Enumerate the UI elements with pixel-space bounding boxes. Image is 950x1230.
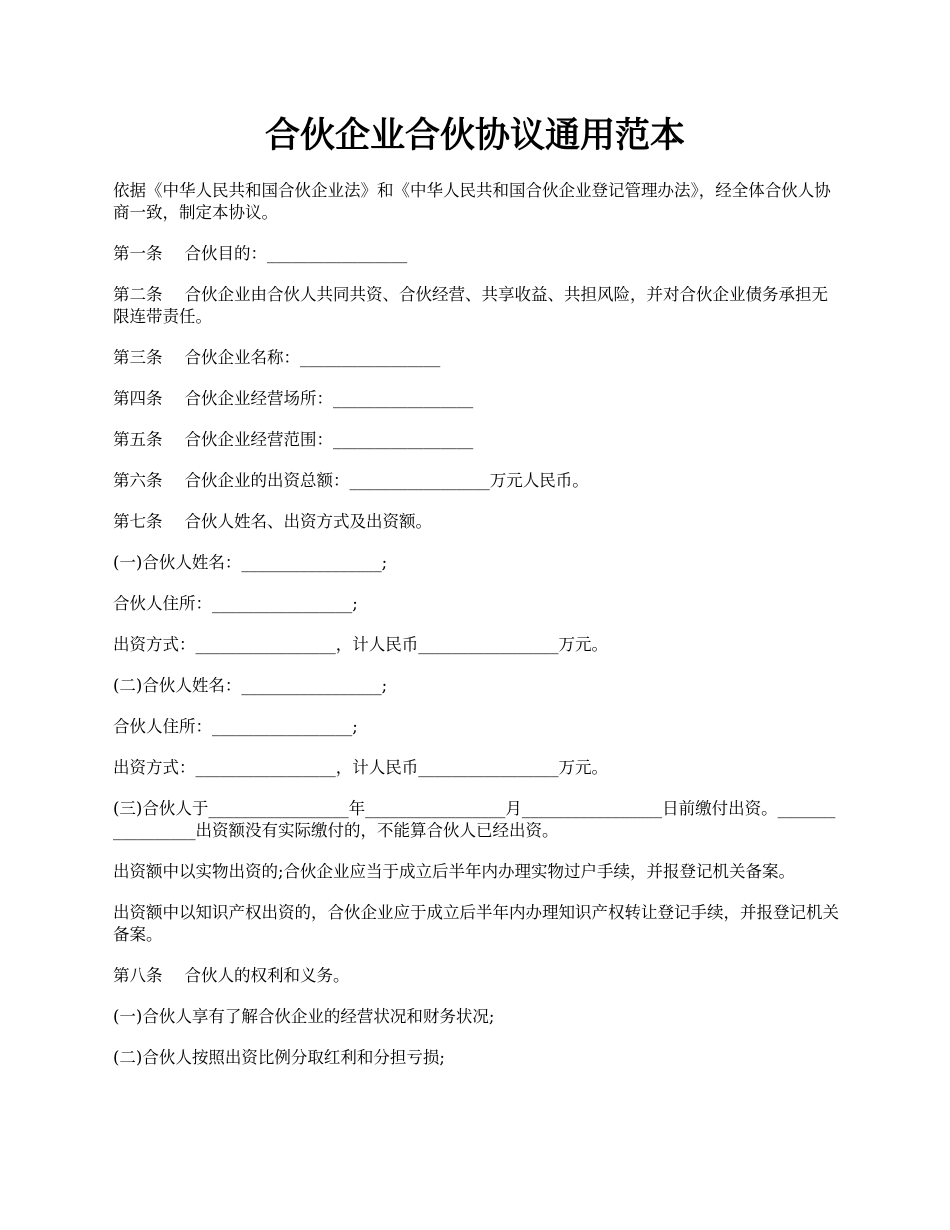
fill-blank: _________________ xyxy=(113,799,836,840)
article-text: 合伙企业经营范围： xyxy=(184,430,333,449)
line-text: 日前缴付出资。 xyxy=(662,799,778,818)
line-text: 月 xyxy=(505,799,522,818)
article-number: 第六条 xyxy=(113,471,163,490)
fill-blank: _________________ xyxy=(195,635,336,654)
partner-1-residence xyxy=(113,593,841,615)
article-text: 合伙企业经营场所： xyxy=(184,389,333,408)
line-text: 出资额没有实际缴付的，不能算合伙人已经出资。 xyxy=(195,821,559,840)
fill-blank: _________________ xyxy=(208,799,349,818)
article-text: 合伙目的： xyxy=(184,244,267,263)
punctuation: ; xyxy=(352,717,358,736)
document-body xyxy=(113,180,841,1088)
line-label: 出资方式： xyxy=(113,635,196,654)
punctuation: ; xyxy=(381,553,388,572)
paragraph-text: 出资额中以知识产权出资的，合伙企业应于成立后半年内办理知识产权转让登记手续，并报登记机关备案。 xyxy=(113,903,839,944)
article-text: 合伙企业的出资总额： xyxy=(184,471,350,490)
fill-blank: _________________ xyxy=(241,553,382,572)
line-suffix: 万元。 xyxy=(558,635,608,654)
line-label: (二)合伙人姓名： xyxy=(113,676,242,695)
fill-blank: _________________ xyxy=(418,758,559,777)
document-title: 合伙企业合伙协议通用范本 xyxy=(264,115,685,156)
article-2 xyxy=(113,284,841,328)
line-text: (三)合伙人于 xyxy=(113,799,209,818)
fill-blank: _________________ xyxy=(349,471,490,490)
article-text: 合伙企业名称： xyxy=(184,348,300,367)
physical-contribution xyxy=(113,861,841,883)
article-number: 第三条 xyxy=(113,348,163,367)
punctuation: ; xyxy=(352,594,358,613)
line-suffix: 万元。 xyxy=(558,758,608,777)
line-label: 出资方式： xyxy=(113,758,196,777)
fill-blank: _________________ xyxy=(195,758,336,777)
article-4 xyxy=(113,388,841,410)
article-3 xyxy=(113,347,841,369)
fill-blank: _________________ xyxy=(333,389,474,408)
payment-deadline xyxy=(113,798,841,842)
article-6 xyxy=(113,470,841,492)
article-number: 第二条 xyxy=(113,285,163,304)
article-8 xyxy=(113,965,841,987)
article-number: 第一条 xyxy=(113,244,163,263)
fill-blank: _________________ xyxy=(521,799,663,818)
punctuation: ; xyxy=(381,676,388,695)
partner-2-residence xyxy=(113,716,841,738)
fill-blank: _________________ xyxy=(212,594,353,613)
article-text: 合伙人的权利和义务。 xyxy=(184,966,350,985)
ip-contribution xyxy=(113,902,841,946)
fill-blank: _________________ xyxy=(418,635,559,654)
article-7 xyxy=(113,511,841,533)
fill-blank: _________________ xyxy=(241,676,382,695)
partner-1-name xyxy=(113,552,841,574)
partner-1-contribution xyxy=(113,634,841,656)
partner-2-contribution xyxy=(113,757,841,779)
line-label: 合伙人住所： xyxy=(113,594,212,613)
right-2 xyxy=(113,1047,841,1069)
intro-paragraph xyxy=(113,180,841,224)
fill-blank: _________________ xyxy=(267,244,408,263)
article-1 xyxy=(113,243,841,265)
article-number: 第八条 xyxy=(113,966,163,985)
line-text: 年 xyxy=(348,799,366,818)
article-suffix: 万元人民币。 xyxy=(489,471,589,490)
paragraph-text: (一)合伙人享有了解合伙企业的经营状况和财务状况; xyxy=(113,1007,495,1026)
fill-blank: _________________ xyxy=(365,799,506,818)
line-text: ，计人民币 xyxy=(335,758,419,777)
fill-blank: _________________ xyxy=(212,717,353,736)
article-text: 合伙人姓名、出资方式及出资额。 xyxy=(184,512,432,531)
line-label: (一)合伙人姓名： xyxy=(113,553,242,572)
partner-2-name xyxy=(113,675,841,697)
intro-text: 依据《中华人民共和国合伙企业法》和《中华人民共和国合伙企业登记管理办法》，经全体合伙人协商一致，制定本协议。 xyxy=(113,181,831,222)
article-5 xyxy=(113,429,841,451)
paragraph-text: (二)合伙人按照出资比例分取红利和分担亏损; xyxy=(113,1048,445,1067)
article-number: 第五条 xyxy=(113,430,163,449)
right-1 xyxy=(113,1006,841,1028)
paragraph-text: 出资额中以实物出资的;合伙企业应当于成立后半年内办理实物过户手续，并报登记机关备案。 xyxy=(113,862,796,881)
fill-blank: _________________ xyxy=(300,348,441,367)
line-label: 合伙人住所： xyxy=(113,717,212,736)
article-text: 合伙企业由合伙人共同共资、合伙经营、共享收益、共担风险，并对合伙企业债务承担无限连带责任。 xyxy=(113,285,828,326)
line-text: ，计人民币 xyxy=(335,635,419,654)
fill-blank: _________________ xyxy=(333,430,474,449)
article-number: 第四条 xyxy=(113,389,163,408)
article-number: 第七条 xyxy=(113,512,163,531)
